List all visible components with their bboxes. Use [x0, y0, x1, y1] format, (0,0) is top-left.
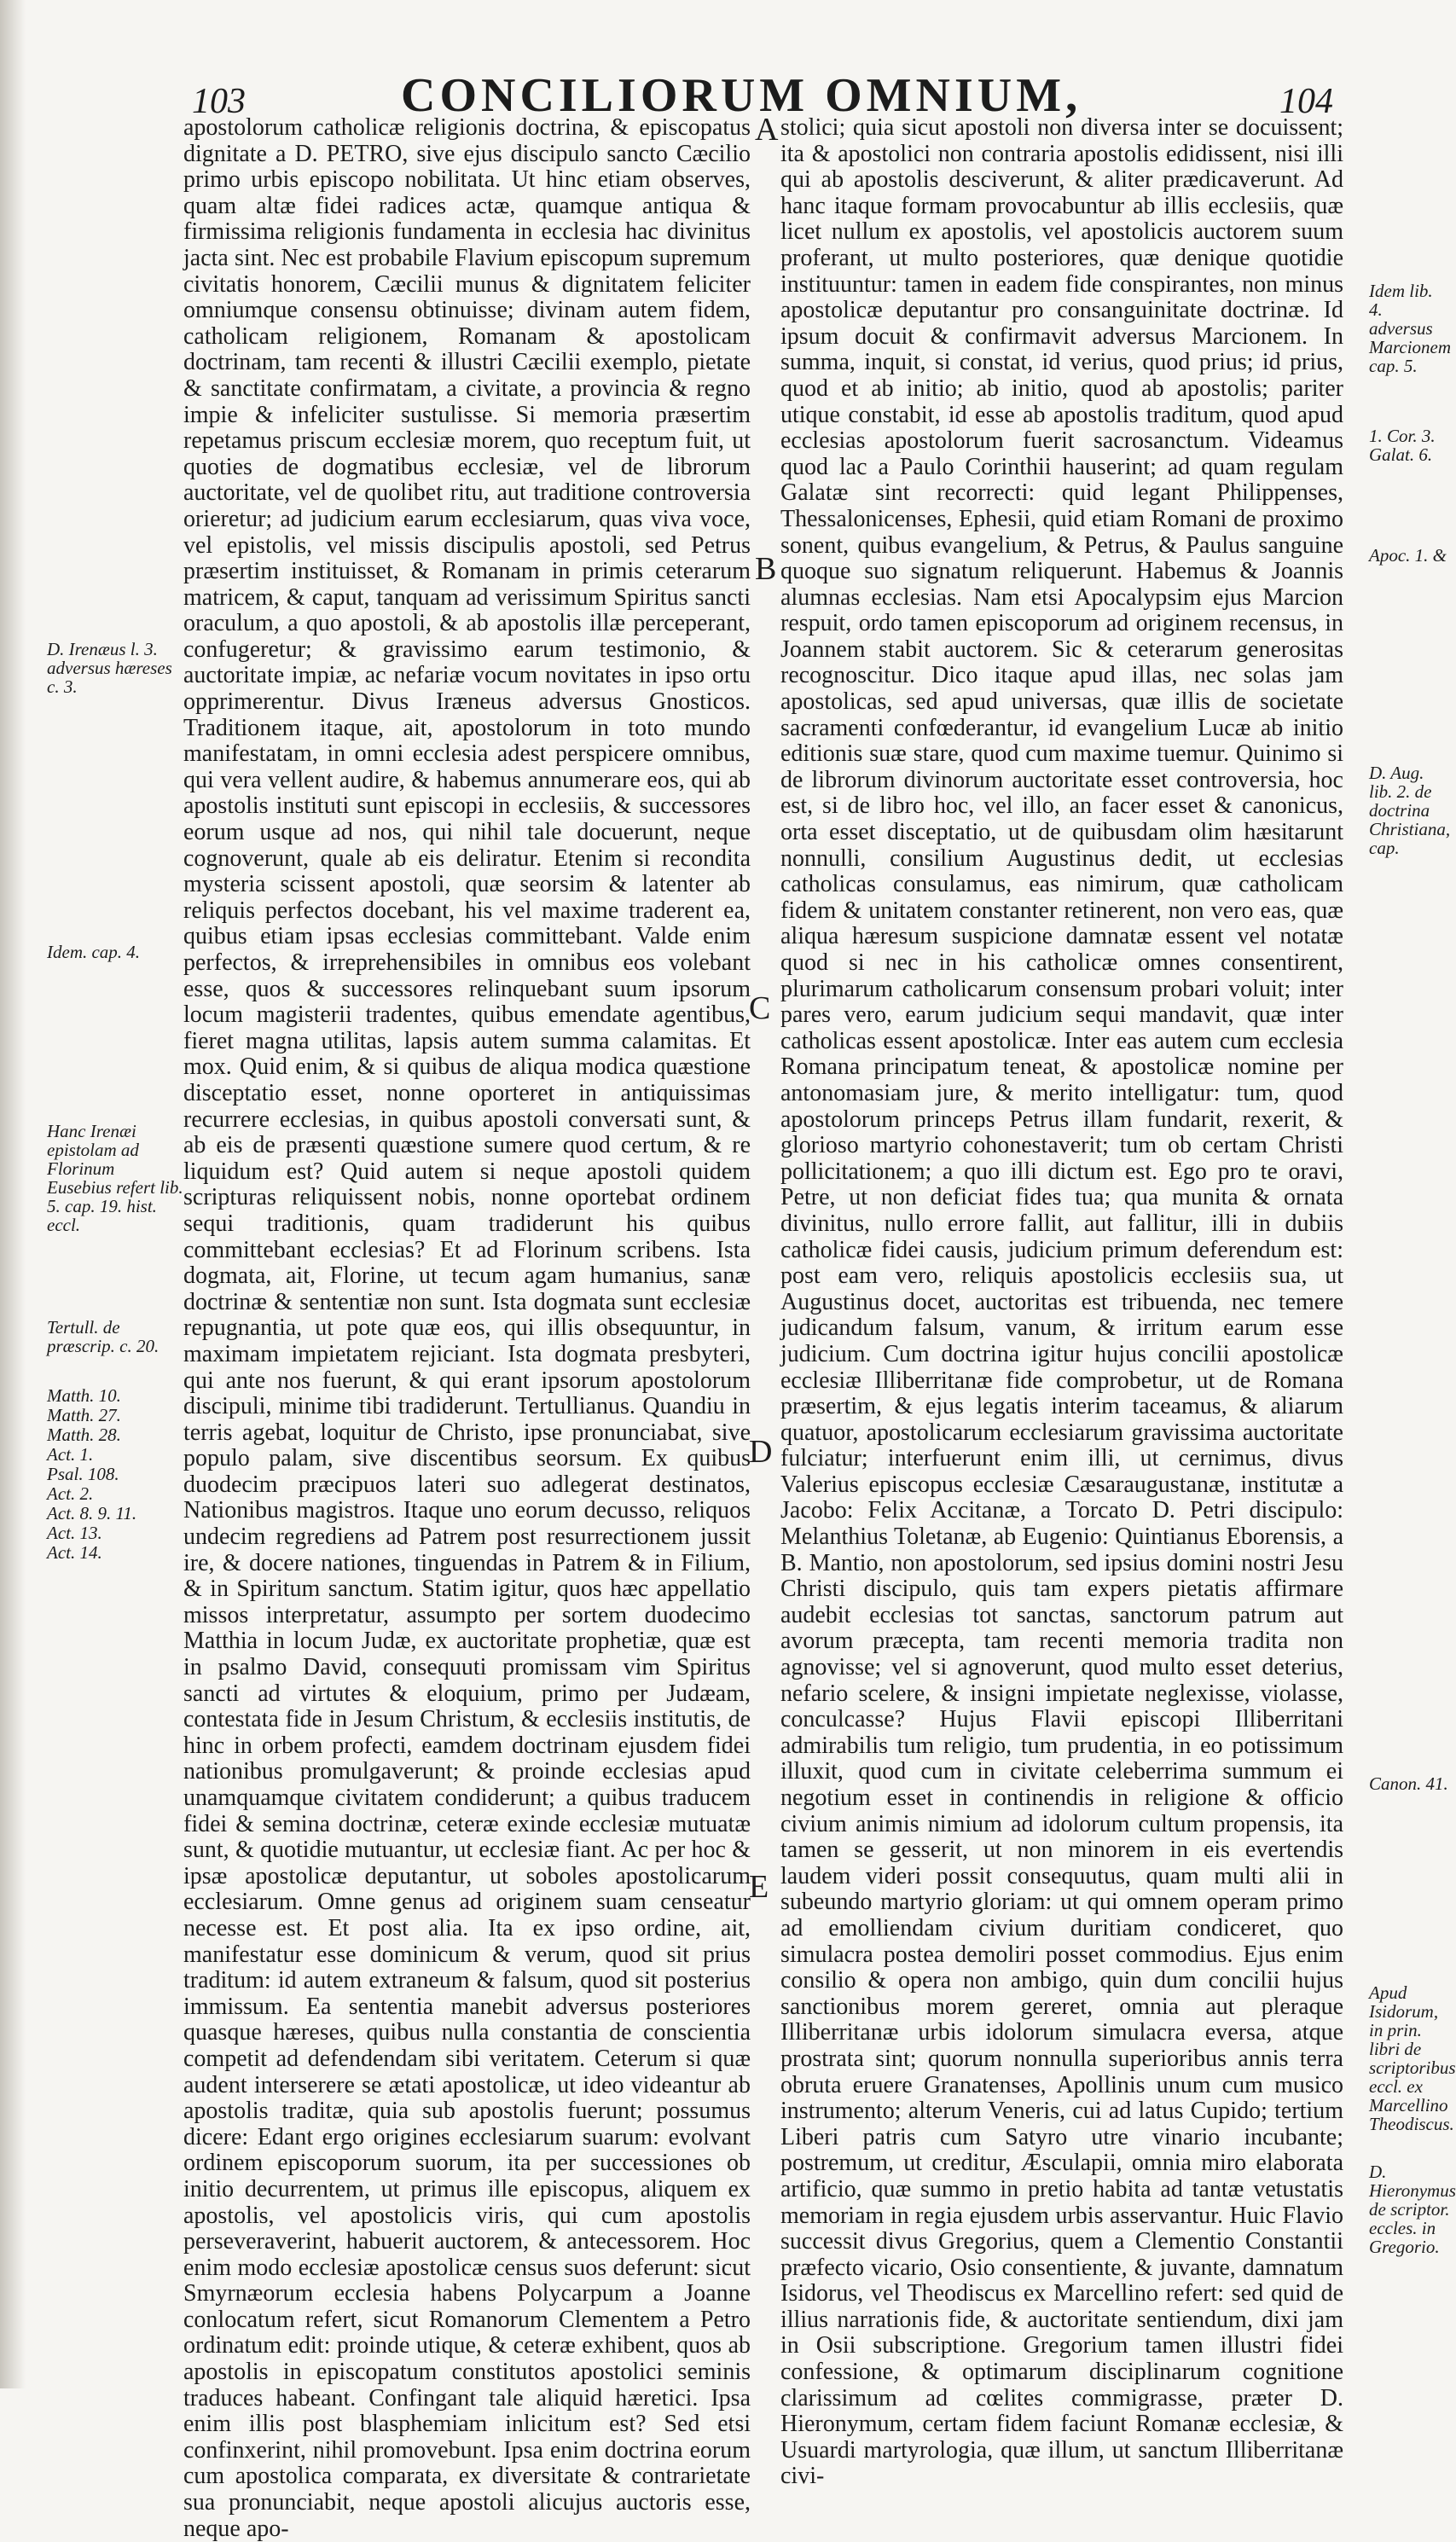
margin-note-left-2: Idem. cap. 4.	[47, 942, 141, 962]
left-column-text: apostolorum catholicæ religionis doctrina, & episcopatus dignitate a D. PETRO, sive ejus discipulo sancto Cæcilio primo urbis episcopo nobilitata. Ut hinc etiam observes, quam altæ fidei radices actæ, quamque antiqua & firmissima religionis fundamenta in ecclesia hac divinitus jacta sint. Nec est probabile Flavium episcopum supremum civitatis honorem, Cæcilii munus & dignitatem feliciter omniumque consensu obtinuisse; divinam autem fidem, catholicam religionem, Romanam & apostolicam doctrinam, tam recenti & illustri Cæcilii exemplo, pietate & sanctitate confirmatam, a civitate, a provincia & regno impie & infeliciter sustulisse. Si memoria præsertim repetamus priscum ecclesiæ morem, quo receptum fuit, ut quoties de dogmatibus ecclesiæ, vel de librorum auctoritate, vel de quolibet ritu, aut traditione controversia orieretur; ad judicium earum ecclesiarum, quas viva voce, vel epistolis, vel missis discipulis apostoli, sed Petrus præsertim instituisset, & Romanam in primis ceterarum matricem, & caput, tanquam ad verissimum Spiritus sancti oraculum, a quo apostoli, & ab apostolis illæ perceperant, confugeretur; & gravissimo earum testimonio, & auctoritate impiæ, ac nefariæ vocum novitates in ipso ortu opprimerentur. Divus Iræneus adversus Gnosticos. Traditionem itaque, ait, apostolorum in toto mundo manifestatam, in omni ecclesia adest perspicere omnibus, qui vera vellent audire, & habemus annumerare eos, qui ab apostolis instituti sunt episcopi in ecclesiis, & successores eorum usque ad nos, qui nihil tale docuerunt, neque cognoverunt, quale ab eis deliratur. Etenim si recondita mysteria scissent apostoli, quæ seorsim & latenter ab reliquis perfectos docebant, his vel maxime traderent ea, quibus etiam ipsas ecclesias committebant. Valde enim perfectos, & irreprehensibiles in omnibus eos volebant esse, quos & successores relinquebant suum ipsorum locum magisterii tradentes, quibus emendate agentibus, fieret magna utilitas, lapsis autem summa calamitas. Et mox. Quid enim, & si quibus de aliqua modica quæstione disceptatio esset, nonne oporteret in antiquissimas recurrere ecclesias, in quibus apostoli conversati sunt, & ab eis de præsenti quæstione sumere quod certum, & re liquidum est? Quid autem si neque apostoli quidem scripturas reliquissent nobis, nonne oportebat ordinem sequi traditionis, quam tradiderunt his quibus committebant ecclesias? Et ad Florinum scribens. Ista dogmata, ait, Florine, ut tecum agam humanius, sanæ doctrinæ & sententiæ non sunt. Ista dogmata sunt ecclesiæ repugnantia, ut pote quæ eos, qui illis obsequuntur, in maximam impietatem rejiciant. Ista dogmata presbyteri, qui ante nos fuerunt, & qui erant ipsorum apostolorum discipuli, minime tibi tradiderunt. Tertullianus. Quandiu in terris agebat, loquitur de Christo, ipse pronunciabat, sive populo palam, sive discentibus seorsum. Ex quibus duodecim præcipuos lateri suo adlegerat destinatos, Nationibus magistros. Itaque uno eorum decusso, reliquos undecim regrediens ad Patrem post resurrectionem jussit ire, & docere nationes, tinguendas in Patrem & in Filium, & in Spiritum sanctum. Statim igitur, quos hæc appellatio missos interpretatur, assumpto per sortem duodecimo Matthia in locum Judæ, ex auctoritate prophetiæ, quæ est in psalmo David, consequuti promissam vim Spiritus sancti ad virtutes & eloquium, primo per Judæam, contestata fide in Jesum Christum, & ecclesiis institutis, de hinc in orbem profecti, eamdem doctrinam ejusdem fidei nationibus promulgaverunt; & proinde ecclesias apud unamquamque civitatem condiderunt; a quibus traducem fidei & semina doctrinæ, ceteræ exinde ecclesiæ mutuatæ sunt, & quotidie mutuantur, ut ecclesiæ fiant. Ac per hoc & ipsæ apostolicæ deputantur, ut soboles apostolicarum ecclesiarum. Omne genus ad originem suam censeatur necesse est. Et post alia. Ita ex ipso ordine, ait, manifestatur esse dominicum & verum, quod sit prius traditum: id autem extraneum & falsum, quod sit posterius immissum. Ea sententia manebit adversus posteriores quasque hæreses, quibus nulla constantia de conscientia competit ad defendendam sibi veritatem. Ceterum si quæ audent interserere se ætati apostolicæ, ut ideo videantur ab apostolis traditæ, quia sub apostolis fuerunt; possumus dicere: Edant ergo origines ecclesiarum suarum: evolvant ordinem episcoporum suorum, ita per successiones ob initio decurrentem, ut primus ille episcopus, aliquem ex apostolis, vel apostolicis viris, qui cum apostolis perseveraverint, habuerit auctorem, & antecessorem. Hoc enim modo ecclesiæ apostolicæ census suos deferunt: sicut Smyrnæorum ecclesia habens Polycarpum a Joanne conlocatum refert, sicut Romanorum Clementem a Petro ordinatum edit: proinde utique, & ceteræ exhibent, quos ab apostolis in episcopatum constitutos apostolici seminis traduces habeant. Confingant tale aliquid hæretici. Ipsa enim illis post blasphemiam inlicitum est? Sed etsi confinxerint, nihil promovebunt. Ipsa enim doctrina eorum cum apostolica comparata, ex diversitate & contrarietate sua pronunciabit, neque apostoli alicujus auctoris esse, neque apo-	[183, 114, 751, 2542]
margin-note-left-6: Matth. 27.	[47, 1405, 121, 1425]
margin-note-left-3: Hanc Irenæi epistolam ad Florinum Eusebius refert lib. 5. cap. 19. hist. eccl.	[47, 1121, 183, 1235]
margin-note-right-7: D. Hieronymus de scriptor. eccles. in Gregorio.	[1369, 2162, 1456, 2257]
margin-note-left-13: Act. 14.	[47, 1542, 102, 1563]
running-title: CONCILIORUM OMNIUM,	[401, 69, 1082, 122]
margin-note-left-4: Tertull. de præscrip. c. 20.	[47, 1317, 160, 1356]
margin-note-left-7: Matth. 28.	[47, 1425, 121, 1445]
section-marker-d: D	[749, 1434, 773, 1470]
margin-note-left-9: Psal. 108.	[47, 1464, 119, 1484]
section-marker-c: C	[749, 990, 771, 1026]
margin-note-left-5: Matth. 10.	[47, 1385, 121, 1406]
margin-note-right-2: 1. Cor. 3. Galat. 6.	[1369, 426, 1436, 465]
margin-note-left-10: Act. 2.	[47, 1483, 94, 1504]
margin-note-right-6: Apud Isidorum, in prin. libri de scriptoribus eccl. ex Marcellino Theodiscus.	[1369, 1982, 1456, 2134]
page-binding-shadow	[0, 0, 26, 2388]
margin-note-left-11: Act. 8. 9. 11.	[47, 1503, 137, 1523]
margin-note-right-5: Canon. 41.	[1369, 1773, 1448, 1794]
margin-note-left-8: Act. 1.	[47, 1444, 94, 1465]
margin-note-left-1: D. Irenæus l. 3. adversus hæreses c. 3.	[47, 639, 172, 697]
left-text-column	[183, 114, 751, 2542]
section-marker-b: B	[755, 551, 777, 587]
right-column-text: stolici; quia sicut apostoli non diversa inter se docuissent; ita & apostolici non contraria apostolis edidissent, nisi illi qui ab apostolis desciverunt, & aliter prædicaverunt. Ad hanc itaque formam provocabuntur ab illis ecclesiis, quæ licet nullum ex apostolis, vel apostolicis auctorem suum proferant, ut multo posteriores, quæ denique quotidie instituuntur: tamen in eadem fide conspirantes, non minus apostolicæ deputantur pro consanguinitate doctrinæ. Id ipsum docuit & confirmavit adversus Marcionem. In summa, inquit, si constat, id verius, quod prius; id prius, quod et ab initio; ab initio, quod ab apostolis; pariter utique constabit, id esse ab apostolis traditum, quod apud ecclesias apostolorum fuerit sacrosanctum. Videamus quod lac a Paulo Corinthii hauserint; ad quam regulam Galatæ sint recorrecti: quid legant Philippenses, Thessalonicenses, Ephesii, quid etiam Romani de proximo sonent, quibus evangelium, & Petrus, & Paulus sanguine quoque suo signatum reliquerunt. Habemus & Joannis alumnas ecclesias. Nam etsi Apocalypsim ejus Marcion respuit, ordo tamen episcoporum ad originem recensus, in Joannem stabit auctorem. Sic & ceterarum generositas recognoscitur. Dico itaque apud illas, nec solas jam apostolicas, sed apud universas, quæ illis de societate sacramenti confœderantur, id evangelium Lucæ ab initio editionis suæ stare, quod cum maxime tuemur. Quinimo si de librorum divinorum auctoritate esset controversia, hoc est, si de libro hoc, vel illo, an facer esset & canonicus, orta esset disceptatio, ut de quibusdam olim hæsitarunt nonnulli, consilium Augustinus dedit, ut ecclesias catholicas consulamus, eas nimirum, quæ catholicam fidem & unitatem constanter retinerent, non vero eas, quæ aliqua hæresum suspicione damnatæ essent vel notatæ quod si nec in his catholicæ omnes consentirent, plurimarum catholicarum consensum probari voluit; inter pares vero, earum judicium sequi mandavit, quæ inter catholicas essent apostolicæ. Inter eas autem cum ecclesia Romana principatum teneat, & apostolicæ nomine per antonomasiam jure, & merito intelligatur: tum, quod apostolorum princeps Petrus illam fundarit, rexerit, & glorioso martyrio cohonestaverit; tum ob certam Christi pollicitationem; a quo illi dictum est. Ego pro te oravi, Petre, ut non deficiat fides tua; qua munita & ornata divinitus, nullo errore fallit, aut fallitur, illi in dubiis catholicæ fidei causis, judicium primum deferendum est: post eam vero, reliquis apostolicis ecclesiis sua, ut Augustinus docet, auctoritas est tribuenda, nec temere judicandum falsum, vanum, & irritum earum esse judicium. Cum doctrina igitur hujus concilii apostolicæ ecclesiæ Illiberritanæ fide comprobetur, ut de Romana præsertim, & ejus legatis interim taceamus, & aliarum quatuor, apostolicarum ecclesiarum gravissima auctoritate fulciatur; interfuerunt enim illi, ut cernimus, divus Valerius episcopus ecclesiæ Cæsaraugustanæ, institutæ a Jacobo: Felix Accitanæ, a Torcato D. Petri discipulo: Melanthius Toletanæ, ab Eugenio: Quintianus Eborensis, a B. Mantio, non apostolorum, sed ipsius domini nostri Jesu Christi discipulo, quis tam expers pietatis affirmare audebit ecclesias tot sanctas, sanctorum patrum aut avorum præcepta, tam recenti memoria tradita non agnovisse; vel si agnoverunt, quod multo esset deterius, nefario scelere, & insigni impietate neglexisse, violasse, conculcasse? Hujus Flavii episcopi Illiberritani admirabilis tum religio, tum prudentia, in eo potissimum illuxit, quod cum in civitate celeberrima summum ei negotium esset in continendis in religione & officio civium animis nimium ad idolorum cultum propensis, ita tamen se gesserit, ut non minorem in eis evertendis laudem videri possit consequutus, quam multi alii in subeundo martyrio gloriam: ut qui omnem operam primo ad emolliendam civium duritiam condiceret, quo simulacra postea demoliri posset commodius. Ejus enim consilio & opera non ambigo, quin dum concilii hujus sanctionibus morem gereret, omnia aut pleraque Illiberritanæ urbis idolorum simulacra eversa, atque prostrata sint; quorum nonnulla superioribus annis terra obruta eruere Granatenses, Apollinis unum cum musico instrumento; alterum Veneris, cui ad latus Cupido; tertium Liberi patris cum Satyro utre vinario incubante; postremum, ut creditur, Æsculapii, omnia miro elaborata artificio, quæ summo in pretio habita ad tantæ vetustatis memoriam in regia ejusdem urbis asservantur. Huic Flavio successit divus Gregorius, quem a Clementio Constantii præfecto vicario, Osio consentiente, & juvante, damnatum Isidorus, vel Theodiscus ex Marcellino refert: sed quid de illius narrationis fide, & auctoritate sentiendum, dixi jam in Osii subscriptione. Gregorium tamen illustri fidei confessione, & optimarum disciplinarum cognitione clarissimum ad cœlites commigrasse, præter D. Hieronymum, certam fidem faciunt Romanæ ecclesiæ, & Usuardi martyrologia, quæ illum, ut sanctum Illiberritanæ civi-	[780, 114, 1343, 2490]
margin-note-right-3: Apoc. 1. &	[1369, 545, 1447, 566]
section-marker-a: A	[755, 112, 779, 148]
page-number-right: 104	[1279, 82, 1333, 121]
margin-note-right-4: D. Aug. lib. 2. de doctrina Christiana, cap.	[1369, 763, 1451, 858]
right-text-column	[780, 114, 1343, 2490]
margin-note-left-12: Act. 13.	[47, 1523, 102, 1543]
page-number-left: 103	[192, 82, 246, 121]
section-marker-e: E	[749, 1869, 769, 1905]
margin-note-right-1: Idem lib. 4. adversus Marcionem cap. 5.	[1369, 281, 1452, 376]
